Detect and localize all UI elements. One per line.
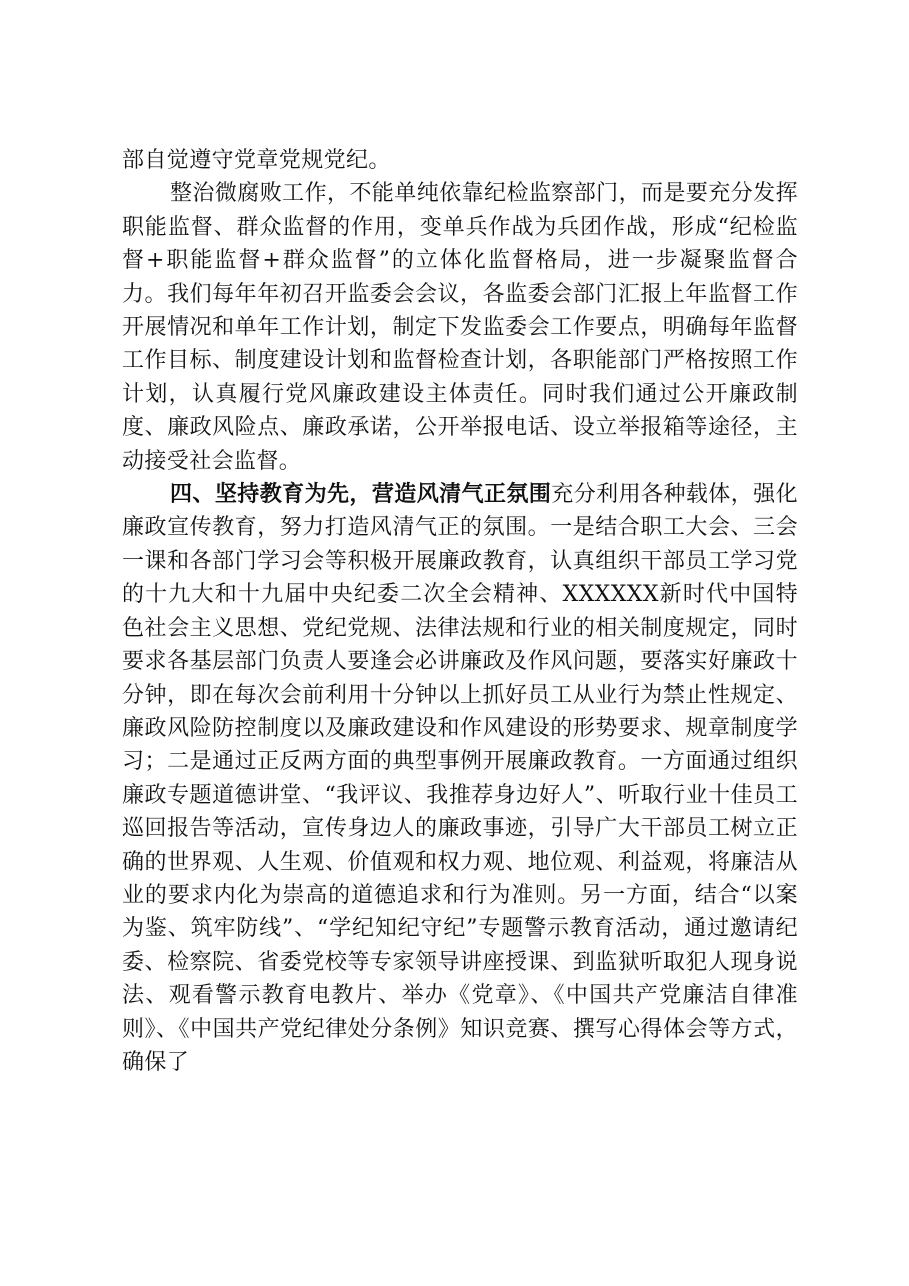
paragraph-education	[122, 478, 798, 1079]
paragraph-supervision: 整治微腐败工作，不能单纯依靠纪检监察部门，而是要充分发挥职能监督、群众监督的作用，变单兵作战为兵团作战，形成“纪检监督+职能监督+群众监督”的立体化监督格局，进一步凝聚监督合力。我们每年年初召开监委会会议，各监委会部门汇报上年监督工作开展情况和单年工作计划，制定下发监委会工作要点，明确每年监督工作目标、制度建设计划和监督检查计划，各职能部门严格按照工作计划，认真履行党风廉政建设主体责任。同时我们通过公开廉政制度、廉政风险点、廉政承诺，公开举报电话、设立举报箱等途径，主动接受社会监督。	[122, 181, 798, 474]
section-heading: 四、坚持教育为先，营造风清气正氛围	[170, 481, 552, 508]
paragraph-continuation: 部自觉遵守党章党规党纪。	[122, 148, 391, 173]
section-body: 充分利用各种载体，强化廉政宣传教育，努力打造风清气正的氛围。一是结合职工大会、三会一课和各部门学习会等积极开展廉政教育，认真组织干部员工学习党的十九大和十九届中央纪委二次全会精神、XXXXXX新时代中国特色社会主义思想、党纪党规、法律法规和行业的相关制度规定，同时要求各基层部门负责人要逢会必讲廉政及作风问题，要落实好廉政十分钟，即在每次会前利用十分钟以上抓好员工从业行为禁止性规定、廉政风险防控制度以及廉政建设和作风建设的形势要求、规章制度学习；二是通过正反两方面的典型事例开展廉政教育。一方面通过组织廉政专题道德讲堂、“我评议、我推荐身边好人”、听取行业十佳员工巡回报告等活动，宣传身边人的廉政事迹，引导广大干部员工树立正确的世界观、人生观、价值观和权力观、地位观、利益观，将廉洁从业的要求内化为崇高的道德追求和行为准则。另一方面，结合“以案为鉴、筑牢防线”、“学纪知纪守纪”专题警示教育活动，通过邀请纪委、检察院、省委党校等专家领导讲座授课、到监狱听取犯人现身说法、观看警示教育电教片、举办《党章》、《中国共产党廉洁自律准则》、《中国共产党纪律处分条例》知识竞赛、撰写心得体会等方式，确保了	[122, 482, 798, 1075]
document-body	[122, 144, 798, 1079]
